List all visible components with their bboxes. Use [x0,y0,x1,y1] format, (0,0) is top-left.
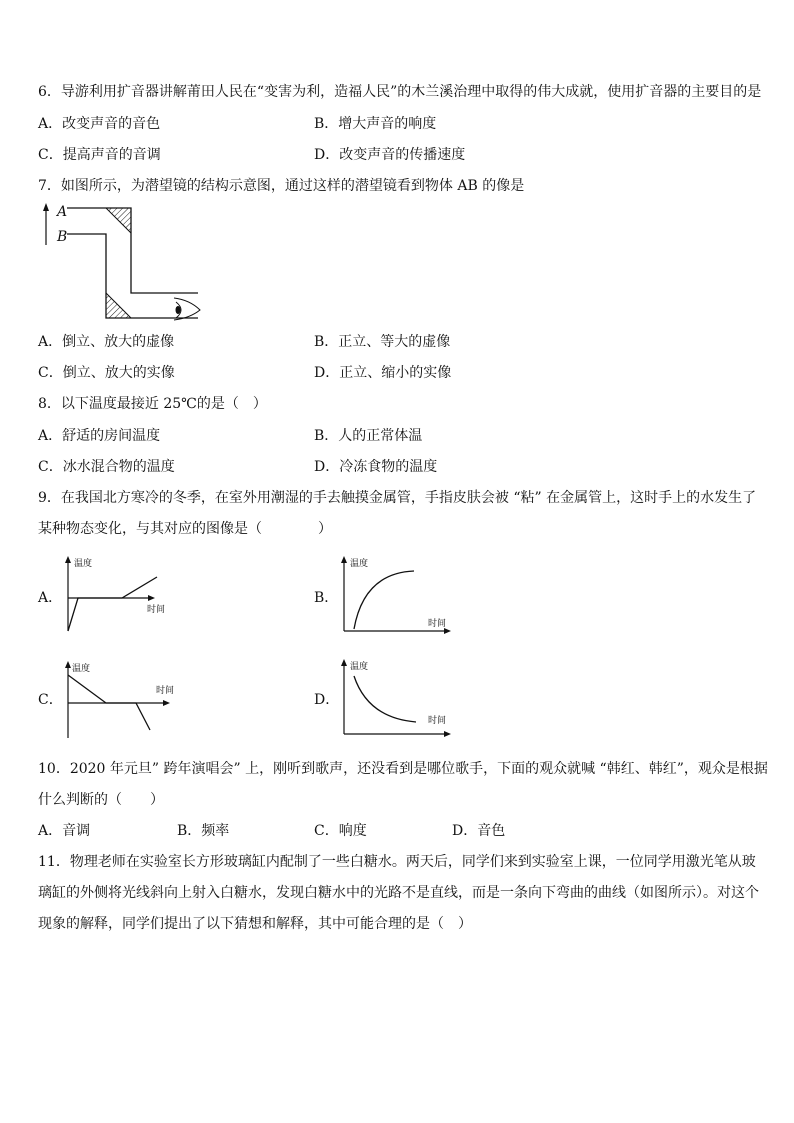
q10-option-d[interactable]: D．音色 [452,823,506,839]
q8-option-c[interactable]: C．冰水混合物的温度 [38,459,175,475]
graph-c[interactable] [60,660,175,740]
q7-option-a[interactable]: A．倒立、放大的虚像 [38,334,175,350]
eye-icon [174,298,200,320]
graph-b[interactable] [336,555,456,635]
q8-option-a[interactable]: A．舒适的房间温度 [38,428,161,444]
q9-option-c[interactable]: C． [38,692,63,708]
graph-a[interactable] [60,555,170,635]
q11-stem-line2: 璃缸的外侧将光线斜向上射入白糖水，发现白糖水中的光路不是直线，而是一条向下弯曲的曲线（如图所示）。对这个 [38,885,759,901]
graph-c-ylabel: 温度 [72,664,91,674]
graph-a-ylabel: 温度 [74,559,93,569]
q8-stem: 8．以下温度最接近 25℃的是（ ） [38,396,267,412]
q9-stem-line2: 某种物态变化，与其对应的图像是（ ） [38,521,332,537]
graph-b-ylabel: 温度 [350,559,369,569]
q9-option-d[interactable]: D． [314,692,340,708]
bottom-mirror [106,293,131,318]
q10-stem-line1: 10．2020 年元旦” 跨年演唱会” 上，刚听到歌声，还没看到是哪位歌手，下面的观众就喊 “韩红、韩红”，观众是根据 [38,761,768,777]
q7-option-c[interactable]: C．倒立、放大的实像 [38,365,175,381]
q7-option-d[interactable]: D．正立、缩小的实像 [314,365,452,381]
graph-d-ylabel: 温度 [350,662,369,672]
q10-option-b[interactable]: B．频率 [177,823,230,839]
q8-option-d[interactable]: D．冷冻食物的温度 [314,459,438,475]
q6-option-d[interactable]: D．改变声音的传播速度 [314,147,466,163]
q7-stem: 7．如图所示，为潜望镜的结构示意图，通过这样的潜望镜看到物体 AB 的像是 [38,178,525,194]
q10-option-c[interactable]: C．响度 [314,823,367,839]
label-a: A [57,204,68,220]
graph-a-xlabel: 时间 [147,605,166,615]
graph-b-xlabel: 时间 [428,619,447,629]
q10-stem-line2: 什么判断的（ ） [38,792,164,808]
graph-d[interactable] [336,658,456,740]
periscope-diagram [40,200,210,330]
q10-option-a[interactable]: A．音调 [38,823,91,839]
q9-option-b[interactable]: B． [314,590,339,606]
label-b: B [57,229,68,245]
q7-option-b[interactable]: B．正立、等大的虚像 [314,334,451,350]
q11-stem-line3: 现象的解释，同学们提出了以下猜想和解释，其中可能合理的是（ ） [38,916,472,932]
q6-option-c[interactable]: C．提高声音的音调 [38,147,161,163]
q9-stem-line1: 9．在我国北方寒冷的冬季，在室外用潮湿的手去触摸金属管，手指皮肤会被 “粘” 在金属管上，这时手上的水发生了 [38,490,757,506]
graph-d-xlabel: 时间 [428,716,447,726]
top-mirror [106,208,131,233]
q11-stem-line1: 11．物理老师在实验室长方形玻璃缸内配制了一些白糖水。两天后，同学们来到实验室上课，一位同学用激光笔从玻 [38,854,756,870]
q8-option-b[interactable]: B．人的正常体温 [314,428,423,444]
q6-option-a[interactable]: A．改变声音的音色 [38,116,161,132]
q6-option-b[interactable]: B．增大声音的响度 [314,116,437,132]
q9-option-a[interactable]: A． [38,590,63,606]
arrow-head [43,203,49,211]
graph-c-xlabel: 时间 [156,686,175,696]
q6-stem: 6．导游利用扩音器讲解莆田人民在“变害为利，造福人民”的木兰溪治理中取得的伟大成就，使用扩音器的主要目的是 [38,84,762,100]
